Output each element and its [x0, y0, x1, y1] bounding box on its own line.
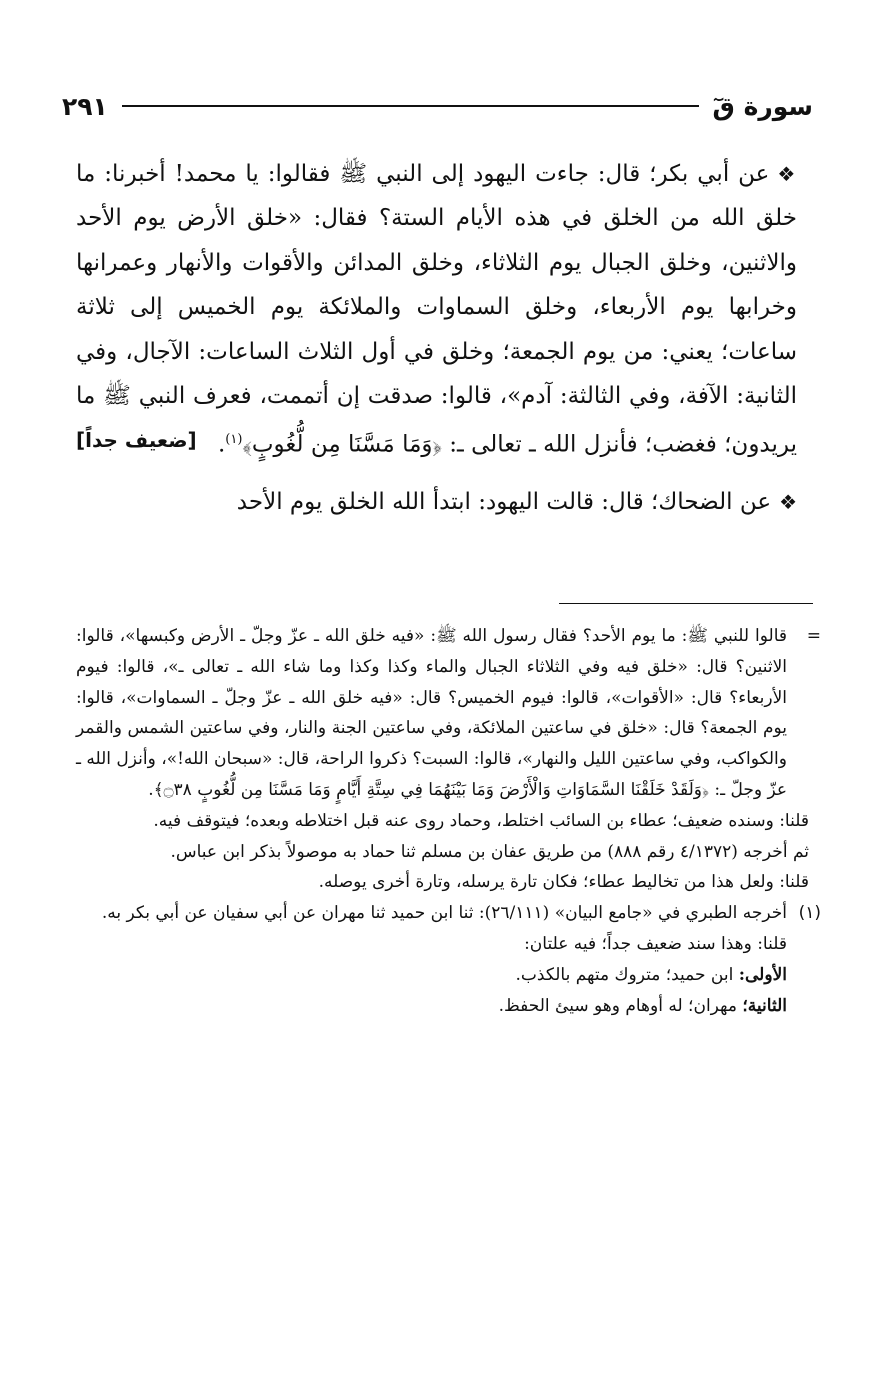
footnote-1-marker: (١)	[798, 903, 821, 924]
hadith-grade: [ضعيف جداً]	[76, 428, 197, 453]
footnote-1-text: أخرجه الطبري في «جامع البيان» (٢٦/١١١): ثنا ابن حميد ثنا مهران عن أبي سفيان عن أبي بكر به.	[101, 903, 787, 924]
continuation-paragraph-4: قلنا: ولعل هذا من تخاليط عطاء؛ فكان تارة يرسله، وتارة أخرى يوصله.	[318, 872, 809, 893]
second-defect-text: مهران؛ له أوهام وهو سيئ الحفظ.	[498, 995, 737, 1016]
footnote-continuation	[76, 621, 821, 806]
footnote-ref-1: (١)	[225, 432, 243, 448]
continuation-text: قالوا للنبي ﷺ: ما يوم الأحد؟ فقال رسول الله ﷺ: «فيه خلق الله ـ عزّ وجلّ ـ الأرض وكبسها»، قالوا: الاثنين؟ قال: «خلق فيه وفي الثلاثاء الجبال والماء وكذا وكذا وما شاء الله ـ تعالى ـ»، قالوا: فيوم الأربعاء؟ قال: «الأقوات»، قالوا: فيوم الخميس؟ قال: «فيه خلق الله ـ عزّ وجلّ ـ السماوات»، قالوا: يوم الجمعة؟ قال: «خلق في ساعتين الملائكة، وفي ساعتين الجنة والنار، وفي ساعتين الشمس والقمر والكواكب، وفي ساعتين الليل والنهار»، قالوا: السبت؟ ذكروا الراحة، قال: «سبحان الله!»، وأنزل الله ـ عزّ وجلّ ـ: ﴿وَلَقَدْ خَلَقْنَا السَّمَاوَاتِ وَالْأَرْضَ وَمَا بَيْنَهُمَا فِي سِتَّةِ أَيَّامٍ وَمَا مَسَّنَا مِن لُّغُوبٍ ۝٣٨﴾.	[75, 626, 787, 800]
main-text	[76, 152, 797, 524]
first-defect-label: الأولى:	[738, 964, 787, 985]
page-header	[62, 86, 813, 126]
hadith-text-2: عن الضحاك؛ قال: قالت اليهود: ابتدأ الله الخلق يوم الأحد	[236, 488, 772, 515]
continuation-paragraph-2: قلنا: وسنده ضعيف؛ عطاء بن السائب اختلط، وحماد روى عنه قبل اختلاطه وبعده؛ فيتوقف فيه.	[153, 810, 809, 831]
footnote-1-paragraph-2: قلنا: وهذا سند ضعيف جداً؛ فيه علتان:	[524, 933, 787, 954]
hadith-paragraph-2	[76, 480, 797, 524]
page-number: ٢٩١	[62, 91, 108, 121]
bullet-icon: ❖	[779, 489, 797, 514]
hadith-text-1: عن أبي بكر؛ قال: جاءت اليهود إلى النبي ﷺ فقالوا: يا محمد! أخبرنا: ما خلق الله من الخلق في هذه الأيام الستة؟ فقال: «خلق الأرض يوم الأحد والاثنين، وخلق الجبال يوم الثلاثاء، وخلق المدائن والأقوات والأنهار وعمرانها وخرابها يوم الأربعاء، وخلق السماوات والملائكة يوم الخميس إلى ثلاثة ساعات؛ يعني: من يوم الجمعة؛ وخلق في أول الثلاث الساعات: الآجال، وفي الثانية: الآفة، وفي الثالثة: آدم»، قالوا: صدقت إن أتممت، فعرف النبي ﷺ ما يريدون؛ فغضب؛ فأنزل الله ـ تعالى ـ: ﴿وَمَا مَسَّنَا مِن لُّغُوبٍ﴾	[76, 161, 797, 459]
footnotes	[76, 621, 821, 1021]
footnote-1-second-defect	[76, 991, 787, 1022]
continuation-marker: =	[806, 626, 821, 646]
surah-title: سورة قٓ	[712, 91, 813, 121]
bullet-icon: ❖	[777, 162, 797, 186]
footnote-separator	[559, 603, 813, 604]
second-defect-label: الثانية؛	[742, 995, 787, 1016]
footnote-1-first-defect	[76, 960, 787, 991]
header-rule	[122, 105, 699, 107]
continuation-paragraph-3: ثم أخرجه (٤/١٣٧٢ رقم ٨٨٨) من طريق عفان بن مسلم ثنا حماد به موصولاً بذكر ابن عباس.	[170, 841, 809, 862]
footnote-1	[76, 898, 821, 1021]
hadith-paragraph-1: ❖عن أبي بكر؛ قال: جاءت اليهود إلى النبي ﷺ فقالوا: يا محمد! أخبرنا: ما خلق الله من الخلق في هذه الأيام الستة؟ فقال: «خلق الأرض يوم الأحد والاثنين، وخلق الجبال يوم الثلاثاء، وخلق المدائن والأقوات والأنهار وعمرانها وخرابها يوم الأربعاء، وخلق السماوات والملائكة يوم الخميس إلى ثلاثة ساعات؛ يعني: من يوم الجمعة؛ وخلق في أول الثلاث الساعات: الآجال، وفي الثانية: الآفة، وفي الثالثة: آدم»، قالوا: صدقت إن أتممت، فعرف النبي ﷺ ما يريدون؛ فغضب؛ فأنزل الله ـ تعالى ـ: ﴿وَمَا مَسَّنَا مِن لُّغُوبٍ﴾$^{(١)}$. [ضعيف جداً]	[76, 152, 797, 468]
first-defect-text: ابن حميد؛ متروك متهم بالكذب.	[515, 964, 734, 985]
